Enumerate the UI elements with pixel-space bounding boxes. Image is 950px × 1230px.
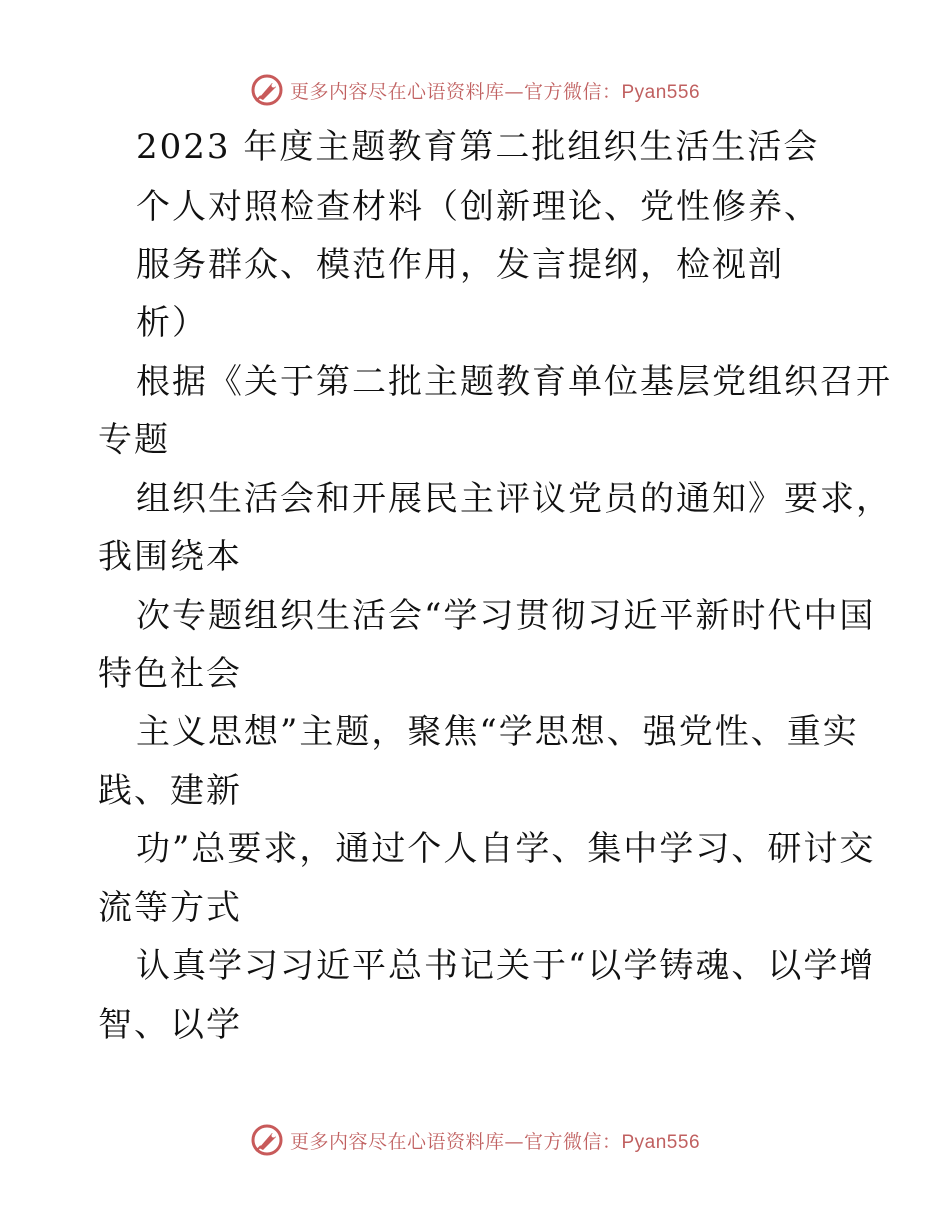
fountain-pen-logo-icon: [250, 1123, 284, 1157]
body-line: 践、建新: [98, 771, 242, 811]
banner-text: [290, 77, 700, 104]
banner-wechat-id: Pyan556: [621, 81, 701, 103]
banner-slogan: 更多内容尽在心语资料库—官方微信：: [289, 80, 622, 103]
title-line: 个人对照检查材料（创新理论、党性修养、: [136, 187, 820, 227]
title-line: 服务群众、模范作用，发言提纲，检视剖: [136, 245, 784, 285]
banner-wechat-id: Pyan556: [621, 1131, 701, 1153]
header-watermark-banner: [0, 70, 950, 110]
body-line: 智、以学: [98, 1005, 242, 1045]
body-line: 主义思想”主题，聚焦“学思想、强党性、重实: [136, 712, 859, 752]
body-line: 认真学习习近平总书记关于“以学铸魂、以学增: [136, 946, 876, 986]
title-line: 析）: [136, 303, 208, 343]
banner-text: [290, 1127, 700, 1154]
fountain-pen-logo-icon: [250, 73, 284, 107]
body-line: 次专题组织生活会“学习贯彻习近平新时代中国: [136, 596, 876, 636]
banner-slogan: 更多内容尽在心语资料库—官方微信：: [289, 1130, 622, 1153]
title-line: 2023 年度主题教育第二批组织生活生活会: [136, 127, 820, 167]
body-line: 我围绕本: [98, 537, 242, 577]
footer-watermark-banner: [0, 1120, 950, 1160]
body-line: 专题: [98, 420, 170, 460]
body-line: 根据《关于第二批主题教育单位基层党组织召开: [136, 362, 892, 402]
body-line: 流等方式: [98, 888, 242, 928]
body-line: 功”总要求，通过个人自学、集中学习、研讨交: [136, 829, 876, 869]
body-line: 特色社会: [98, 654, 242, 694]
body-line: 组织生活会和开展民主评议党员的通知》要求，: [136, 479, 892, 519]
